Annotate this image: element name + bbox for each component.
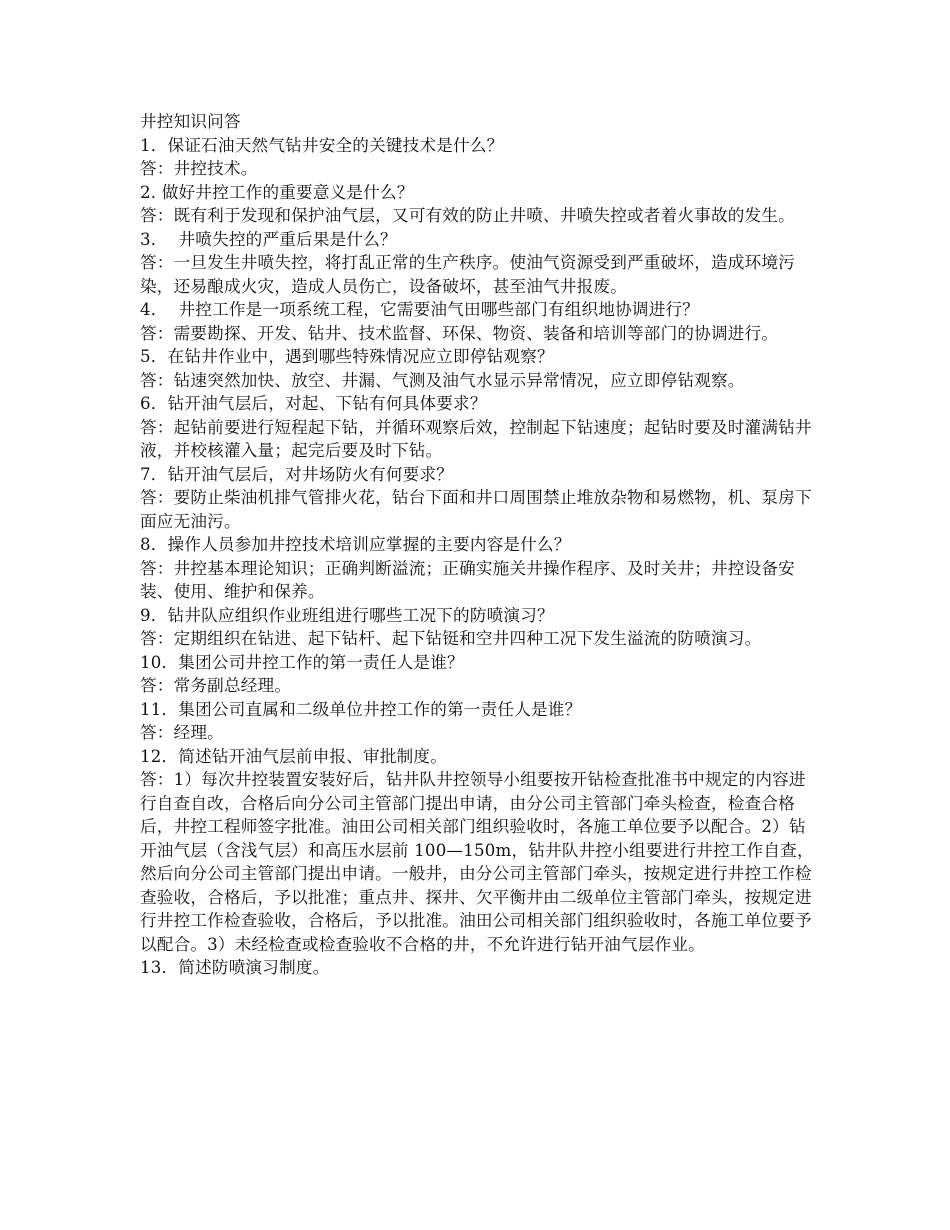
question-7: 7．钻开油气层后，对井场防火有何要求？: [140, 464, 454, 484]
question-5: 5．在钻井作业中，遇到哪些特殊情况应立即停钻观察？: [140, 347, 554, 366]
question-13: 13．简述防喷演习制度。: [140, 958, 330, 977]
question-3: 3． 井喷失控的严重后果是什么？: [140, 229, 397, 249]
question-9: 9．钻井队应组织作业班组进行哪些工况下的防喷演习？: [140, 605, 554, 625]
answer-5: 答：钻速突然加快、放空、井漏、气测及油气水显示异常情况，应立即停钻观察。: [140, 370, 745, 390]
answer-8: 答：井控基本理论知识；正确判断溢流；正确实施关井操作程序、及时关井；井控设备安装、使用、维护和保养。: [140, 558, 795, 601]
answer-3: 答：一旦发生井喷失控，将打乱正常的生产秩序。使油气资源受到严重破坏，造成环境污染，还易酿成火灾，造成人员伤亡，设备破坏，甚至油气井报废。: [140, 253, 795, 296]
answer-2: 答：既有利于发现和保护油气层，又可有效的防止井喷、井喷失控或者着火事故的发生。: [140, 206, 795, 225]
answer-9: 答：定期组织在钻进、起下钻杆、起下钻铤和空井四种工况下发生溢流的防喷演习。: [140, 629, 762, 648]
question-10: 10．集团公司井控工作的第一责任人是谁？: [140, 652, 464, 672]
question-8: 8．操作人员参加井控技术培训应掌握的主要内容是什么？: [140, 535, 571, 554]
question-2: 2. 做好井控工作的重要意义是什么？: [140, 182, 414, 202]
answer-10: 答：常务副总经理。: [140, 676, 292, 695]
question-4: 4． 井控工作是一项系统工程，它需要油气田哪些部门有组织地协调进行？: [140, 300, 700, 319]
question-12: 12．简述钻开油气层前申报、审批制度。: [140, 746, 448, 766]
answer-1: 答：井控技术。: [140, 159, 258, 178]
answer-6: 答：起钻前要进行短程起下钻，并循环观察后效，控制起下钻速度；起钻时要及时灌满钻井液，并校核灌入量；起完后要及时下钻。: [140, 417, 812, 460]
document-title: 井控知识问答: [140, 112, 241, 131]
answer-12: 答：1）每次井控装置安装好后，钻井队井控领导小组要按开钻检查批准书中规定的内容进行自查自改，合格后向分公司主管部门提出申请，由分公司主管部门牵头检查，检查合格后，井控工程师签字批准。油田公司相关部门组织验收时，各施工单位要予以配合。2）钻开油气层（含浅气层）和高压水层前 100—150m，钻井队井控小组要进行井控工作自查，然后向分公司主管部门提出申请。一般井，由分公司主管部门牵头，按规定进行井控工作检查验收，合格后，予以批准；重点井、探井、欠平衡井由二级单位主管部门牵头，按规定进行井控工作检查验收，合格后，予以批准。油田公司相关部门组织验收时，各施工单位要予以配合。3）未经检查或检查验收不合格的井，不允许进行钻开油气层作业。: [140, 770, 814, 954]
question-11: 11．集团公司直属和二级单位井控工作的第一责任人是谁？: [140, 699, 582, 719]
answer-11: 答：经理。: [140, 723, 224, 742]
answer-7: 答：要防止柴油机排气管排火花，钻台下面和井口周围禁止堆放杂物和易燃物，机、泵房下面应无油污。: [140, 488, 812, 531]
answer-4: 答：需要勘探、开发、钻井、技术监督、环保、物资、装备和培训等部门的协调进行。: [140, 323, 779, 343]
document-page: [140, 110, 816, 980]
question-1: 1．保证石油天然气钻井安全的关键技术是什么？: [140, 135, 504, 155]
question-6: 6．钻开油气层后，对起、下钻有何具体要求？: [140, 394, 487, 413]
